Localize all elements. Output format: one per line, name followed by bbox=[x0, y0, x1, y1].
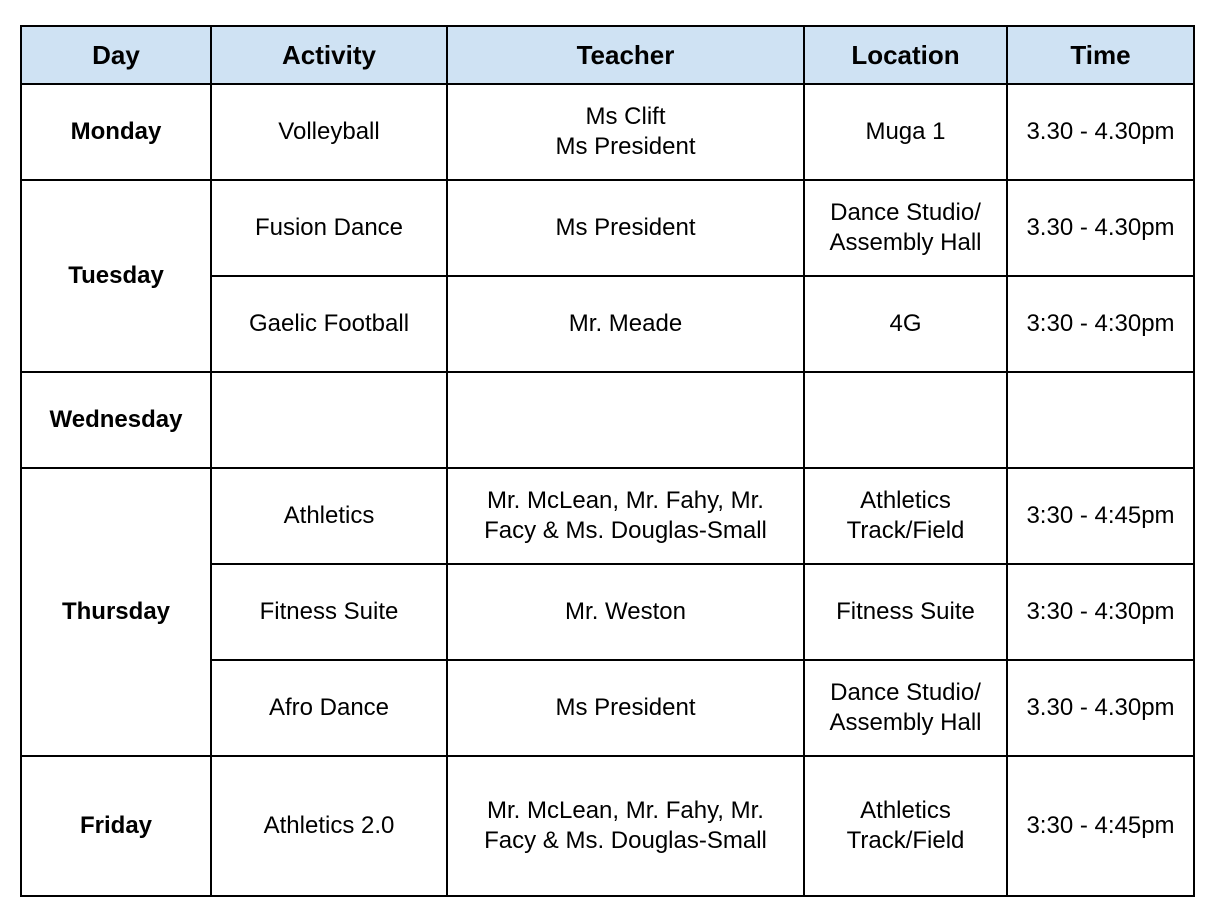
table-row bbox=[21, 372, 1194, 468]
table-body bbox=[21, 84, 1194, 896]
teacher-line: Facy & Ms. Douglas-Small bbox=[484, 827, 767, 854]
header-row bbox=[21, 26, 1194, 84]
header-teacher: Teacher bbox=[447, 26, 804, 84]
teacher-line: Ms Clift bbox=[585, 103, 666, 130]
location-line: Track/Field bbox=[846, 827, 965, 854]
teacher-cell bbox=[447, 468, 804, 564]
teacher-cell-empty bbox=[447, 372, 804, 468]
location-cell bbox=[804, 84, 1007, 180]
location-line: Assembly Hall bbox=[829, 709, 982, 736]
teacher-line: Ms President bbox=[555, 133, 696, 160]
time-cell: 3.30 - 4.30pm bbox=[1007, 84, 1194, 180]
day-wednesday: Wednesday bbox=[21, 372, 211, 468]
teacher-cell bbox=[447, 660, 804, 756]
location-line: Fitness Suite bbox=[836, 598, 975, 625]
table-header bbox=[21, 26, 1194, 84]
location-line: Dance Studio/ bbox=[830, 199, 981, 226]
time-cell: 3.30 - 4.30pm bbox=[1007, 180, 1194, 276]
header-location: Location bbox=[804, 26, 1007, 84]
location-line: Dance Studio/ bbox=[830, 679, 981, 706]
table-row bbox=[21, 756, 1194, 896]
activity-cell: Volleyball bbox=[211, 84, 447, 180]
teacher-line: Mr. Weston bbox=[565, 598, 686, 625]
teacher-line: Ms President bbox=[555, 214, 696, 241]
teacher-line: Mr. McLean, Mr. Fahy, Mr. bbox=[487, 487, 764, 514]
location-line: 4G bbox=[889, 310, 922, 337]
activity-cell: Athletics bbox=[211, 468, 447, 564]
day-monday: Monday bbox=[21, 84, 211, 180]
activity-cell: Athletics 2.0 bbox=[211, 756, 447, 896]
teacher-line: Mr. McLean, Mr. Fahy, Mr. bbox=[487, 797, 764, 824]
header-activity: Activity bbox=[211, 26, 447, 84]
day-thursday: Thursday bbox=[21, 468, 211, 756]
teacher-cell bbox=[447, 180, 804, 276]
header-day: Day bbox=[21, 26, 211, 84]
location-cell-empty bbox=[804, 372, 1007, 468]
location-line: Athletics bbox=[860, 487, 951, 514]
time-cell: 3:30 - 4:30pm bbox=[1007, 564, 1194, 660]
time-cell: 3:30 - 4:45pm bbox=[1007, 468, 1194, 564]
activity-cell: Afro Dance bbox=[211, 660, 447, 756]
time-cell: 3.30 - 4.30pm bbox=[1007, 660, 1194, 756]
location-cell bbox=[804, 660, 1007, 756]
location-cell bbox=[804, 564, 1007, 660]
location-line: Assembly Hall bbox=[829, 229, 982, 256]
activity-cell-empty bbox=[211, 372, 447, 468]
table-row bbox=[21, 84, 1194, 180]
teacher-line: Ms President bbox=[555, 694, 696, 721]
activity-cell: Fitness Suite bbox=[211, 564, 447, 660]
table-row bbox=[21, 468, 1194, 564]
activity-schedule-table bbox=[20, 25, 1195, 897]
location-line: Athletics bbox=[860, 797, 951, 824]
location-line: Track/Field bbox=[846, 517, 965, 544]
teacher-cell bbox=[447, 564, 804, 660]
teacher-line: Facy & Ms. Douglas-Small bbox=[484, 517, 767, 544]
teacher-cell bbox=[447, 756, 804, 896]
teacher-cell bbox=[447, 276, 804, 372]
location-cell bbox=[804, 756, 1007, 896]
time-cell: 3:30 - 4:45pm bbox=[1007, 756, 1194, 896]
location-cell bbox=[804, 276, 1007, 372]
header-time: Time bbox=[1007, 26, 1194, 84]
teacher-cell bbox=[447, 84, 804, 180]
teacher-line: Mr. Meade bbox=[568, 310, 683, 337]
location-cell bbox=[804, 180, 1007, 276]
time-cell: 3:30 - 4:30pm bbox=[1007, 276, 1194, 372]
activity-cell: Gaelic Football bbox=[211, 276, 447, 372]
location-cell bbox=[804, 468, 1007, 564]
time-cell-empty bbox=[1007, 372, 1194, 468]
activity-cell: Fusion Dance bbox=[211, 180, 447, 276]
location-line: Muga 1 bbox=[865, 118, 946, 145]
day-friday: Friday bbox=[21, 756, 211, 896]
day-tuesday: Tuesday bbox=[21, 180, 211, 372]
table-row bbox=[21, 180, 1194, 276]
